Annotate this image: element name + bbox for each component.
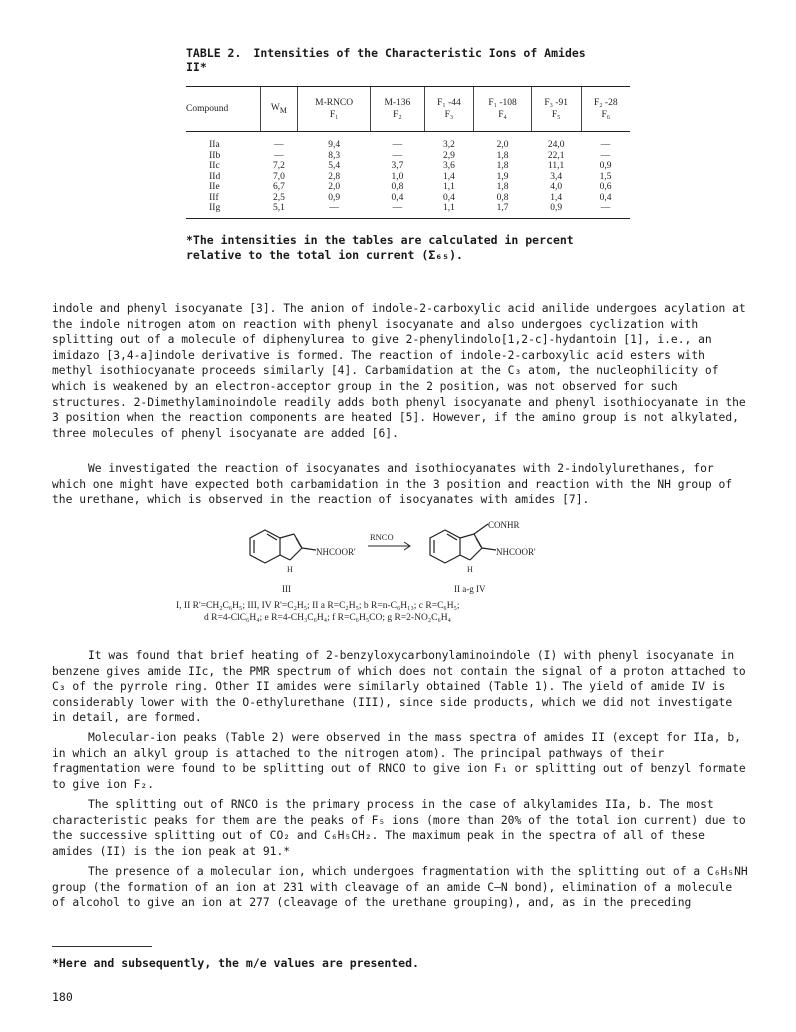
table-title-line1: Intensities of the Characteristic Ions of Amides bbox=[253, 46, 586, 60]
compound-name: IIf bbox=[209, 192, 219, 203]
cell-value: 0,9 bbox=[550, 203, 563, 213]
paragraph-4: Molecular-ion peaks (Table 2) were observed in the mass spectra of amides II (except for IIa, b, in which an alkyl group is attached to the nitrogen atom). The principal pathways of their fragmentation were found to be splitting out of RNCO to give ion F₁ or splitting out of benzyl formate to give ion F₂. bbox=[52, 731, 746, 791]
compound-name: IIg bbox=[209, 203, 221, 213]
value-cell bbox=[298, 182, 371, 193]
value-cell bbox=[474, 193, 531, 204]
right-top-substituent: CONHR bbox=[488, 520, 520, 530]
cell-value: 3,6 bbox=[443, 161, 455, 171]
value-cell bbox=[371, 132, 424, 151]
table-row bbox=[186, 161, 630, 172]
cell-value: 1,7 bbox=[496, 203, 509, 213]
table-row bbox=[186, 203, 630, 218]
value-cell bbox=[371, 172, 424, 183]
value-cell bbox=[581, 203, 630, 218]
right-substituent: NHCOOR' bbox=[496, 547, 536, 557]
arrow-label: RNCO bbox=[370, 532, 394, 542]
column-header bbox=[298, 87, 371, 132]
value-cell bbox=[424, 151, 474, 162]
column-header-line2: F₂ bbox=[393, 110, 402, 120]
column-header bbox=[581, 87, 630, 132]
table-row bbox=[186, 172, 630, 183]
value-cell bbox=[424, 132, 474, 151]
cell-value: 2,8 bbox=[328, 171, 341, 182]
cell-value: 1,1 bbox=[443, 203, 455, 213]
column-header bbox=[186, 87, 260, 132]
paragraph-1: indole and phenyl isocyanate [3]. The anion of indole-2-carboxylic acid anilide undergoes acylation at the indole nitrogen atom on reaction with phenyl isocyanate and also undergoes cyclization with splitting out of a molecule of diphenylurea to give 2-phenylindolo[1,2-c]-hydantoin [1], i.e., an imidazo [3,4-a]indole derivative is formed. The reaction of indole-2-carboxylic acid esters with methyl isothiocyanate proceeds similarly [4]. Carbamidation at the C₃ atom, the nucleophilicity of which is weakened by an electron-acceptor group in the 2 position, was not observed for such structures. 2-Dimethylaminoindole readily adds both phenyl isocyanate and phenyl isothiocyanate in the 3 position when the reaction components are heated [5]. However, if the amino group is not alkylated, three molecules of phenyl isocyanate are added [6]. bbox=[52, 302, 746, 440]
cell-value: 2,0 bbox=[496, 140, 509, 150]
value-cell bbox=[531, 172, 581, 183]
cell-value: 1,8 bbox=[496, 182, 509, 192]
table-label: TABLE 2. bbox=[186, 46, 242, 60]
column-header-line1: F₂ -28 bbox=[593, 98, 618, 108]
value-cell bbox=[531, 193, 581, 204]
value-cell bbox=[581, 132, 630, 151]
paragraph-6: The presence of a molecular ion, which undergoes fragmentation with the splitting out of a C₆H₅NH group (the formation of an ion at 231 with cleavage of an amide C—N bond), elimination of a molecule of alcohol to give an ion at 277 (cleavage of the urethane grouping), and, as in the preceding bbox=[52, 865, 748, 910]
value-cell bbox=[424, 182, 474, 193]
cell-value: 0,9 bbox=[328, 192, 341, 203]
value-cell bbox=[474, 161, 531, 172]
cell-value: 0,4 bbox=[599, 192, 612, 203]
column-header bbox=[424, 87, 474, 132]
table-2-block bbox=[186, 46, 630, 263]
value-cell bbox=[260, 193, 297, 204]
column-header bbox=[260, 87, 297, 132]
cell-value: 4,0 bbox=[550, 182, 563, 192]
value-cell bbox=[581, 182, 630, 193]
value-cell bbox=[424, 193, 474, 204]
table-row bbox=[186, 132, 630, 151]
cell-value: 1,8 bbox=[496, 161, 509, 171]
cell-value: 2,9 bbox=[443, 150, 455, 161]
table-row bbox=[186, 193, 630, 204]
cell-value: 0,9 bbox=[599, 161, 612, 171]
cell-value: 3,7 bbox=[391, 161, 404, 171]
table-footnote-line2: relative to the total ion current (Σ₆₅). bbox=[186, 247, 463, 262]
value-cell bbox=[298, 151, 371, 162]
compound-cell bbox=[186, 182, 260, 193]
column-header-line1: M-RNCO bbox=[315, 98, 354, 108]
cell-value: 0,8 bbox=[391, 182, 404, 192]
compound-cell bbox=[186, 193, 260, 204]
page-number: 180 bbox=[52, 990, 73, 1004]
cell-value: — bbox=[392, 140, 403, 150]
value-cell bbox=[474, 151, 531, 162]
compound-name: IIa bbox=[209, 140, 220, 150]
value-cell bbox=[260, 161, 297, 172]
value-cell bbox=[581, 161, 630, 172]
column-header-line2: F₅ bbox=[551, 110, 561, 120]
cell-value: 3,4 bbox=[550, 171, 563, 182]
ion-intensity-table bbox=[186, 86, 630, 219]
column-header-line2: F₃ bbox=[444, 110, 454, 120]
paragraph-3: It was found that brief heating of 2-benzyloxycarbonylaminoindole (I) with phenyl isocyanate in benzene gives amide IIc, the PMR spectrum of which does not contain the signal of a proton attached to C₃ of the pyrrole ring. Other II amides were similarly obtained (Table 1). The yield of amide IV is considerably lower with the O-ethylurethane (III), since side products, which we did not investigate in detail, are formed. bbox=[52, 649, 746, 725]
column-header-line1: F₃ -91 bbox=[544, 98, 568, 108]
footnote-divider bbox=[52, 946, 152, 947]
value-cell bbox=[581, 172, 630, 183]
column-header-line2: F₆ bbox=[601, 110, 611, 120]
compound-name: IIc bbox=[209, 161, 220, 171]
cell-value: 1,9 bbox=[496, 171, 509, 182]
value-cell bbox=[298, 203, 371, 218]
cell-value: 6,7 bbox=[272, 182, 285, 192]
value-cell bbox=[298, 172, 371, 183]
compound-cell bbox=[186, 203, 260, 218]
table-row bbox=[186, 151, 630, 162]
reagent-definitions bbox=[176, 600, 616, 624]
indole-right-structure bbox=[430, 524, 496, 563]
table-body bbox=[186, 132, 630, 219]
cell-value: — bbox=[600, 203, 611, 213]
value-cell bbox=[424, 161, 474, 172]
value-cell bbox=[260, 172, 297, 183]
value-cell bbox=[531, 132, 581, 151]
paragraph-2: We investigated the reaction of isocyanates and isothiocyanates with 2-indolylurethanes, for which one might have expected both carbamidation in the 3 position and reaction with the NH group of the urethane, which is observed in the reaction of isocyanates with amides [7]. bbox=[52, 462, 733, 507]
value-cell bbox=[581, 151, 630, 162]
value-cell bbox=[260, 151, 297, 162]
cell-value: 9,4 bbox=[328, 140, 341, 150]
cell-value: 1,4 bbox=[443, 171, 455, 182]
cell-value: 0,4 bbox=[443, 192, 455, 203]
cell-value: — bbox=[392, 203, 403, 213]
paragraph-5: The splitting out of RNCO is the primary process in the case of alkylamides IIa, b. The most characteristic peaks for them are the peaks of F₅ ions (more than 20% of the total ion current) due to the successive splitting out of CO₂ and C₆H₅CH₂. The maximum peak in the spectra of all of these amides (II) is the ion peak at 91.* bbox=[52, 798, 746, 858]
column-header bbox=[371, 87, 424, 132]
cell-value: — bbox=[392, 150, 403, 161]
cell-value: 2,5 bbox=[272, 192, 285, 203]
value-cell bbox=[260, 203, 297, 218]
table-title-line2: II* bbox=[186, 60, 207, 74]
value-cell bbox=[474, 172, 531, 183]
compound-label-right: II a-g IV bbox=[454, 584, 486, 594]
cell-value: — bbox=[274, 140, 284, 150]
cell-value: 22,1 bbox=[547, 150, 565, 161]
cell-value: — bbox=[600, 150, 611, 161]
page-footnote: *Here and subsequently, the m/e values are presented. bbox=[52, 956, 419, 970]
cell-value: 1,4 bbox=[550, 192, 563, 203]
value-cell bbox=[424, 203, 474, 218]
value-cell bbox=[260, 182, 297, 193]
column-header-line2: F₄ bbox=[498, 110, 507, 120]
value-cell bbox=[371, 203, 424, 218]
value-cell bbox=[371, 182, 424, 193]
cell-value: 3,2 bbox=[443, 140, 455, 150]
column-header-line2: M bbox=[279, 105, 287, 115]
cell-value: 24,0 bbox=[547, 140, 565, 150]
value-cell bbox=[371, 161, 424, 172]
column-header-line1: M-136 bbox=[384, 98, 411, 108]
compound-cell bbox=[186, 151, 260, 162]
compound-cell bbox=[186, 172, 260, 183]
table-footnote bbox=[186, 233, 630, 263]
cell-value: 0,4 bbox=[391, 192, 404, 203]
table-caption bbox=[186, 46, 630, 74]
value-cell bbox=[260, 132, 297, 151]
cell-value: — bbox=[274, 150, 284, 161]
cell-value: 8,3 bbox=[328, 150, 341, 161]
compound-name: IIb bbox=[209, 150, 221, 161]
cell-value: 7,0 bbox=[272, 171, 285, 182]
column-header-line1: W bbox=[270, 103, 280, 114]
cell-value: — bbox=[329, 203, 339, 213]
table-header-row bbox=[186, 87, 630, 132]
column-header-line1: Compound bbox=[186, 104, 229, 114]
value-cell bbox=[424, 172, 474, 183]
value-cell bbox=[371, 151, 424, 162]
table-row bbox=[186, 182, 630, 193]
cell-value: — bbox=[600, 140, 611, 150]
value-cell bbox=[474, 182, 531, 193]
compound-name: IIe bbox=[209, 182, 220, 192]
compound-label-left: III bbox=[282, 584, 291, 594]
value-cell bbox=[531, 161, 581, 172]
cell-value: 7,2 bbox=[272, 161, 285, 171]
compound-cell bbox=[186, 161, 260, 172]
reaction-arrow bbox=[368, 542, 410, 550]
cell-value: 2,0 bbox=[328, 182, 341, 192]
value-cell bbox=[531, 203, 581, 218]
cell-value: 1,1 bbox=[443, 182, 455, 192]
cell-value: 5,1 bbox=[272, 203, 285, 213]
indole-left-structure bbox=[250, 530, 316, 563]
value-cell bbox=[371, 193, 424, 204]
column-header bbox=[474, 87, 531, 132]
value-cell bbox=[298, 132, 371, 151]
value-cell bbox=[581, 193, 630, 204]
value-cell bbox=[474, 203, 531, 218]
value-cell bbox=[298, 161, 371, 172]
column-header bbox=[531, 87, 581, 132]
compound-name: IId bbox=[209, 171, 221, 182]
cell-value: 5,4 bbox=[328, 161, 341, 171]
value-cell bbox=[298, 193, 371, 204]
cell-value: 11,1 bbox=[548, 161, 565, 171]
column-header-line1: F₁ -108 bbox=[488, 98, 517, 108]
table-footnote-line1: *The intensities in the tables are calculated in percent bbox=[186, 232, 574, 247]
compound-cell bbox=[186, 132, 260, 151]
column-header-line2: F₁ bbox=[329, 110, 339, 120]
cell-value: 0,8 bbox=[496, 192, 509, 203]
left-nh-label: H bbox=[287, 565, 293, 574]
value-cell bbox=[531, 182, 581, 193]
value-cell bbox=[531, 151, 581, 162]
left-substituent: NHCOOR' bbox=[316, 547, 356, 557]
cell-value: 1,5 bbox=[599, 171, 612, 182]
reagent-line-1: I, II R'=CH₂C₆H₅; III, IV R'=C₂H₅; II a R=C₂H₅; b R=n-C₆H₁₃; c R=C₆H₅; bbox=[176, 601, 460, 611]
reagent-line-2: d R=4-ClC₆H₄; e R=4-CH₃C₆H₄; f R=C₆H₅CO; g R=2-NO₂C₆H₄ bbox=[204, 613, 451, 623]
cell-value: 1,8 bbox=[496, 150, 509, 161]
cell-value: 0,6 bbox=[599, 182, 612, 192]
right-nh-label: H bbox=[467, 565, 473, 574]
column-header-line1: F₁ -44 bbox=[437, 98, 461, 108]
value-cell bbox=[474, 132, 531, 151]
cell-value: 1,0 bbox=[391, 171, 404, 182]
